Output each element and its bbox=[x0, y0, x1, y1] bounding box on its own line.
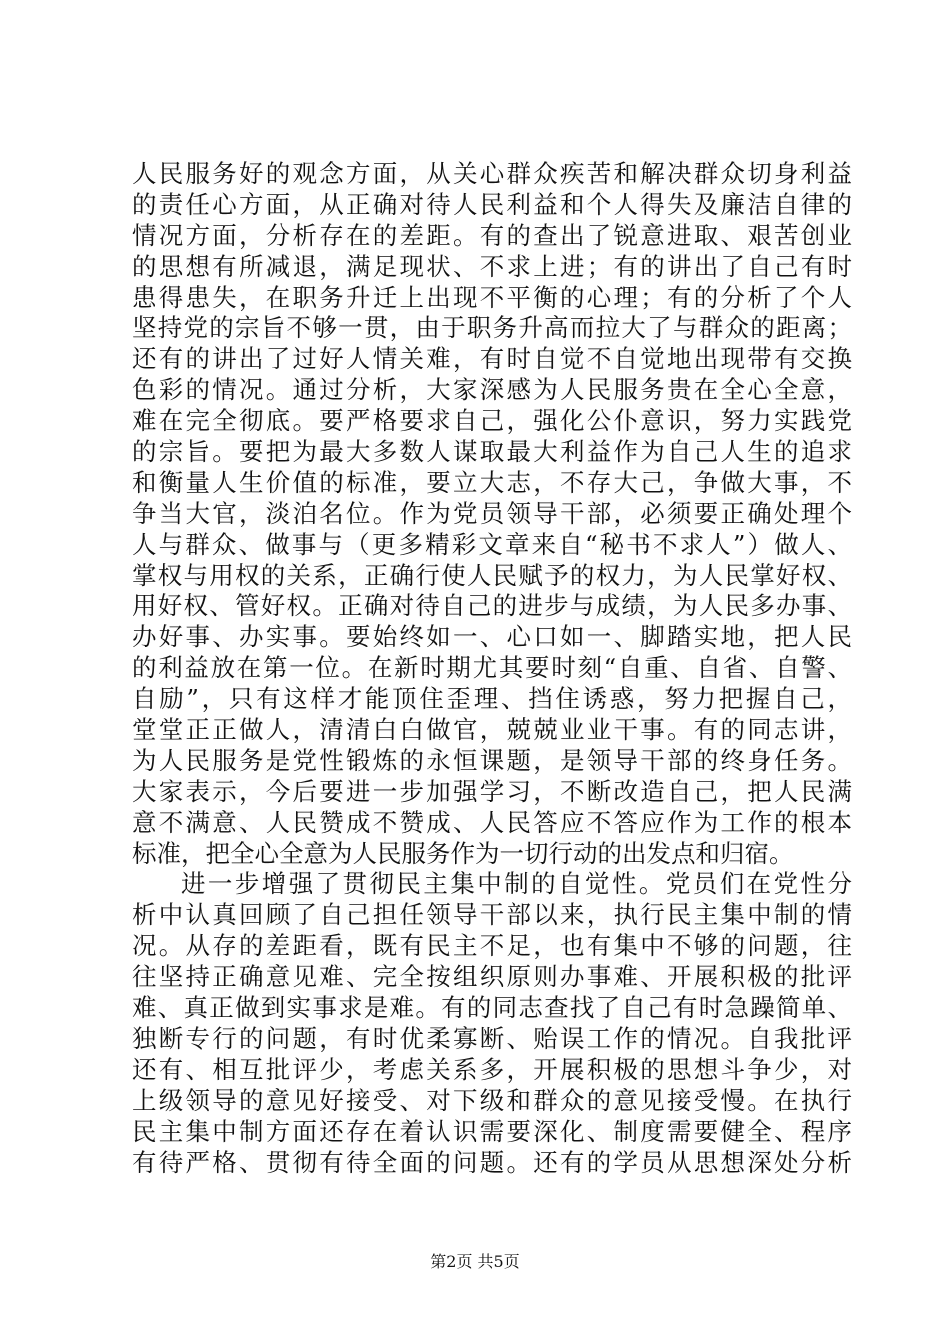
text-line: 有待严格、贯彻有待全面的问题。还有的学员从思想深处分析 bbox=[132, 1147, 852, 1177]
text-line: 独断专行的问题，有时优柔寡断、贻误工作的情况。自我批评 bbox=[132, 1023, 852, 1053]
body-text bbox=[132, 159, 852, 1178]
text-line: 情况方面，分析存在的差距。有的查出了锐意进取、艰苦创业 bbox=[132, 220, 852, 250]
page-footer: 第2页 共5页 bbox=[430, 1252, 520, 1271]
text-line: 难在完全彻底。要严格要求自己，强化公仆意识，努力实践党 bbox=[132, 406, 852, 436]
text-line: 还有的讲出了过好人情关难，有时自觉不自觉地出现带有交换 bbox=[132, 344, 852, 374]
text-line: 人与群众、做事与（更多精彩文章来自“秘书不求人”）做人、 bbox=[132, 529, 852, 559]
text-line: 大家表示，今后要进一步加强学习，不断改造自己，把人民满 bbox=[132, 776, 852, 806]
paragraph-2 bbox=[132, 869, 852, 1178]
text-line: 标准，把全心全意为人民服务作为一切行动的出发点和归宿。 bbox=[132, 838, 794, 868]
text-line: 自励”，只有这样才能顶住歪理、挡住诱惑，努力把握自己， bbox=[132, 684, 852, 714]
text-line: 人民服务好的观念方面，从关心群众疾苦和解决群众切身利益 bbox=[132, 159, 852, 188]
text-line: 掌权与用权的关系，正确行使人民赋予的权力，为人民掌好权、 bbox=[132, 560, 852, 590]
text-line: 色彩的情况。通过分析，大家深感为人民服务贵在全心全意， bbox=[132, 375, 852, 405]
text-line: 意不满意、人民赞成不赞成、人民答应不答应作为工作的根本 bbox=[132, 807, 852, 837]
text-line: 的宗旨。要把为最大多数人谋取最大利益作为自己人生的追求 bbox=[132, 437, 852, 467]
text-line: 的责任心方面，从正确对待人民利益和个人得失及廉洁自律的 bbox=[132, 189, 852, 219]
text-line: 用好权、管好权。正确对待自己的进步与成绩，为人民多办事、 bbox=[132, 591, 852, 621]
text-line: 析中认真回顾了自己担任领导干部以来，执行民主集中制的情 bbox=[132, 900, 852, 930]
text-line: 况。从存的差距看，既有民主不足，也有集中不够的问题，往 bbox=[132, 931, 852, 961]
text-line: 上级领导的意见好接受、对下级和群众的意见接受慢。在执行 bbox=[132, 1085, 852, 1115]
text-line: 堂堂正正做人，清清白白做官，兢兢业业干事。有的同志讲， bbox=[132, 715, 852, 745]
text-line: 办好事、办实事。要始终如一、心口如一、脚踏实地，把人民 bbox=[132, 622, 852, 652]
text-line: 为人民服务是党性锻炼的永恒课题，是领导干部的终身任务。 bbox=[132, 745, 852, 775]
paragraph-1 bbox=[132, 159, 852, 869]
text-line: 患得患失，在职务升迁上出现不平衡的心理；有的分析了个人 bbox=[132, 282, 852, 312]
text-line: 的思想有所减退，满足现状、不求上进；有的讲出了自己有时 bbox=[132, 251, 852, 281]
text-line: 坚持党的宗旨不够一贯，由于职务升高而拉大了与群众的距离； bbox=[132, 313, 852, 343]
text-line: 进一步增强了贯彻民主集中制的自觉性。党员们在党性分 bbox=[181, 869, 852, 899]
text-line: 民主集中制方面还存在着认识需要深化、制度需要健全、程序 bbox=[132, 1116, 852, 1146]
text-line: 难、真正做到实事求是难。有的同志查找了自己有时急躁简单、 bbox=[132, 993, 852, 1023]
text-line: 的利益放在第一位。在新时期尤其要时刻“自重、自省、自警、 bbox=[132, 653, 852, 683]
text-line: 和衡量人生价值的标准，要立大志，不存大己，争做大事，不 bbox=[132, 467, 852, 497]
text-line: 还有、相互批评少，考虑关系多，开展积极的思想斗争少，对 bbox=[132, 1054, 852, 1084]
text-line: 往坚持正确意见难、完全按组织原则办事难、开展积极的批评 bbox=[132, 962, 852, 992]
text-line: 争当大官，淡泊名位。作为党员领导干部，必须要正确处理个 bbox=[132, 498, 852, 528]
